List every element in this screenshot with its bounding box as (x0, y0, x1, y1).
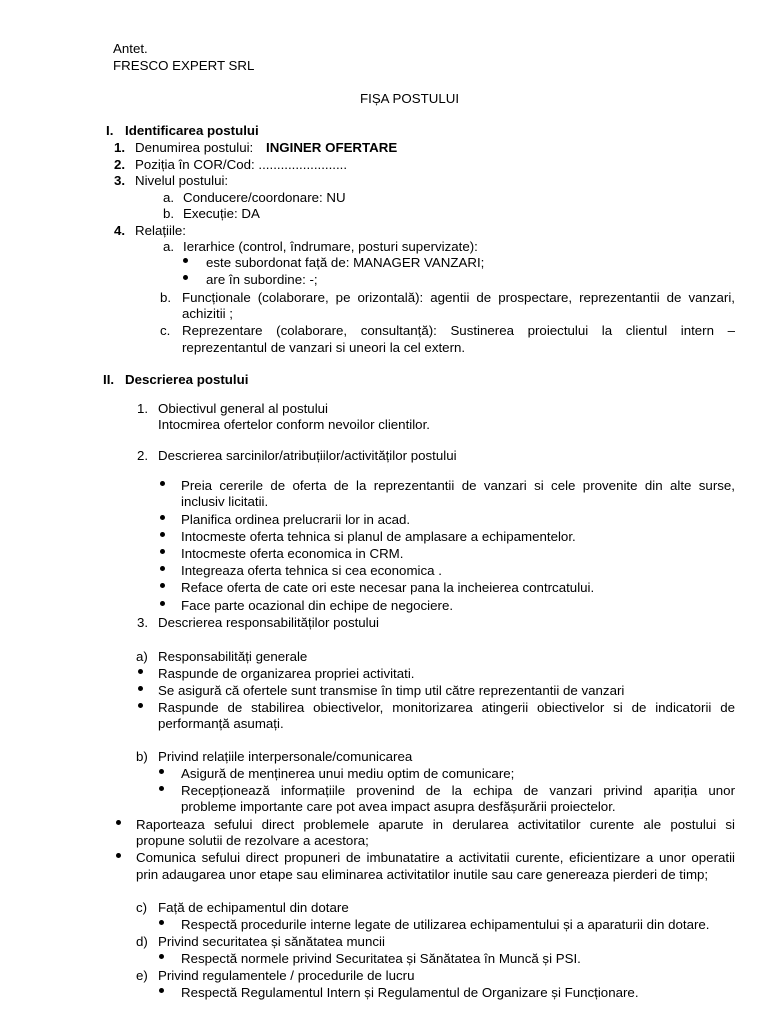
echipament-item: Respectă procedurile interne legate de utilizarea echipamentului și a aparaturii din dotare. (181, 917, 710, 932)
list-marker: e) (136, 968, 148, 983)
bullet (159, 769, 164, 774)
sarcina-item: Face parte ocazional din echipe de negociere. (181, 598, 454, 613)
sarcina-item: Intocmeste oferta tehnica si planul de amplasare a echipamentelor. (181, 529, 576, 544)
propuneri-item: Comunica sefului direct propuneri de imbunatatire a activitatii curente, eficientizare a unor operatii (136, 850, 735, 865)
nivel-label: Nivelul postului: (135, 173, 229, 188)
raportare-item-cont: propune solutii de rezolvare a acestora; (136, 833, 369, 848)
bullet (183, 275, 188, 280)
regulamente-title: Privind regulamentele / procedurile de lucru (158, 968, 415, 983)
cor-code-label: Poziția în COR/Cod: ........................ (135, 157, 348, 172)
section-2-heading: Descrierea postului (125, 372, 249, 387)
propuneri-item-cont: prin adaugarea unor etape sau eliminarea activitatilor inutile sau care genereaza pierderi de timp; (136, 867, 709, 882)
list-marker: 1. (137, 401, 149, 416)
bullet (160, 601, 165, 606)
list-marker: 3. (137, 615, 149, 630)
relatii-functionale-cont: achizitii ; (182, 306, 233, 321)
sarcina-item: Intocmeste oferta economica in CRM. (181, 546, 404, 561)
relatii-label: Relațiile: (135, 223, 186, 238)
list-marker: a. (163, 239, 175, 254)
list-marker: c. (160, 323, 171, 338)
relatii-functionale: Funcționale (colaborare, pe orizontală): agentii de prospectare, reprezentantii de vanzari, (182, 290, 735, 305)
regulamente-item: Respectă Regulamentul Intern și Regulamentul de Organizare și Funcționare. (181, 985, 639, 1000)
bullet (138, 686, 143, 691)
responsabilitate-item: Se asigură că ofertele sunt transmise în timp util către reprezentantii de vanzari (158, 683, 625, 698)
bullet (116, 853, 121, 858)
bullet (160, 481, 165, 486)
bullet (159, 954, 164, 959)
sarcina-item: Integreaza oferta tehnica si cea economica . (181, 563, 442, 578)
bullet (183, 258, 188, 263)
page-title: FIȘA POSTULUI (360, 91, 460, 106)
subordine-text: are în subordine: -; (206, 272, 318, 287)
item-marker: 1. (114, 140, 126, 155)
responsabilitate-item: Raspunde de stabilirea obiectivelor, monitorizarea atingerii obiectivelor si de indicatorii de (158, 700, 735, 715)
list-marker: b. (160, 290, 172, 305)
section-2-marker: II. (103, 372, 115, 387)
company-name: FRESCO EXPERT SRL (113, 58, 255, 73)
relatii-reprezentare-cont: reprezentantul de vanzari si uneori la cel extern. (182, 340, 466, 355)
job-title-value: INGINER OFERTARE (266, 140, 398, 155)
comunicare-item-cont: probleme importante care pot avea impact asupra desfășurării proiectelor. (181, 799, 616, 814)
obiectiv-text: Intocmirea ofertelor conform nevoilor clientilor. (158, 417, 430, 432)
bullet (160, 515, 165, 520)
list-marker: d) (136, 934, 148, 949)
item-marker: 2. (114, 157, 126, 172)
echipament-title: Față de echipamentul din dotare (158, 900, 349, 915)
bullet (160, 549, 165, 554)
nivel-conducere: Conducere/coordonare: NU (183, 190, 346, 205)
relatii-ierarhice: Ierarhice (control, îndrumare, posturi supervizate): (183, 239, 478, 254)
list-marker: c) (136, 900, 148, 915)
responsabilitate-item: Raspunde de organizarea propriei activitati. (158, 666, 415, 681)
relatii-reprezentare: Reprezentare (colaborare, consultanță): Sustinerea proiectului la clientul intern – (182, 323, 735, 338)
subordonat-text: este subordonat față de: MANAGER VANZARI; (206, 255, 485, 270)
bullet (159, 786, 164, 791)
comunicare-item: Asigură de menținerea unui mediu optim de comunicare; (181, 766, 515, 781)
bullet (159, 920, 164, 925)
sarcina-item: Reface oferta de cate ori este necesar pana la incheierea contrcatului. (181, 580, 595, 595)
list-marker: b. (163, 206, 175, 221)
section-1-marker: I. (106, 123, 114, 138)
securitate-item: Respectă normele privind Securitatea și Sănătatea în Muncă și PSI. (181, 951, 581, 966)
sarcina-item-cont: inclusiv licitatii. (181, 494, 269, 509)
comunicare-item: Recepționează informațiile provenind de la echipa de vanzari privind apariția unor (181, 783, 735, 798)
sarcina-item: Planifica ordinea prelucrarii lor in acad. (181, 512, 411, 527)
nivel-executie: Execuție: DA (183, 206, 260, 221)
bullet (160, 566, 165, 571)
obiectiv-title: Obiectivul general al postului (158, 401, 329, 416)
bullet (116, 820, 121, 825)
raportare-item: Raporteaza sefului direct problemele aparute in derularea activitatilor curente ale postului si (136, 817, 735, 832)
denumire-label: Denumirea postului: (135, 140, 254, 155)
responsabilitate-item-cont: performanță asumați. (158, 716, 284, 731)
bullet (160, 532, 165, 537)
securitate-title: Privind securitatea și sănătatea muncii (158, 934, 385, 949)
bullet (159, 988, 164, 993)
bullet (138, 669, 143, 674)
comunicare-title: Privind relațiile interpersonale/comunicarea (158, 749, 413, 764)
sarcini-title: Descrierea sarcinilor/atribuțiilor/activităților postului (158, 448, 457, 463)
responsabilitati-title: Descrierea responsabilităților postului (158, 615, 379, 630)
bullet (160, 583, 165, 588)
antet-label: Antet. (113, 41, 148, 56)
list-marker: b) (136, 749, 148, 764)
list-marker: 2. (137, 448, 149, 463)
generale-title: Responsabilități generale (158, 649, 308, 664)
section-1-heading: Identificarea postului (125, 123, 259, 138)
bullet (138, 703, 143, 708)
list-marker: a) (136, 649, 148, 664)
item-marker: 4. (114, 223, 126, 238)
list-marker: a. (163, 190, 175, 205)
item-marker: 3. (114, 173, 126, 188)
sarcina-item: Preia cererile de oferta de la reprezentantii de vanzari si cele provenite din alte surse, (181, 478, 735, 493)
